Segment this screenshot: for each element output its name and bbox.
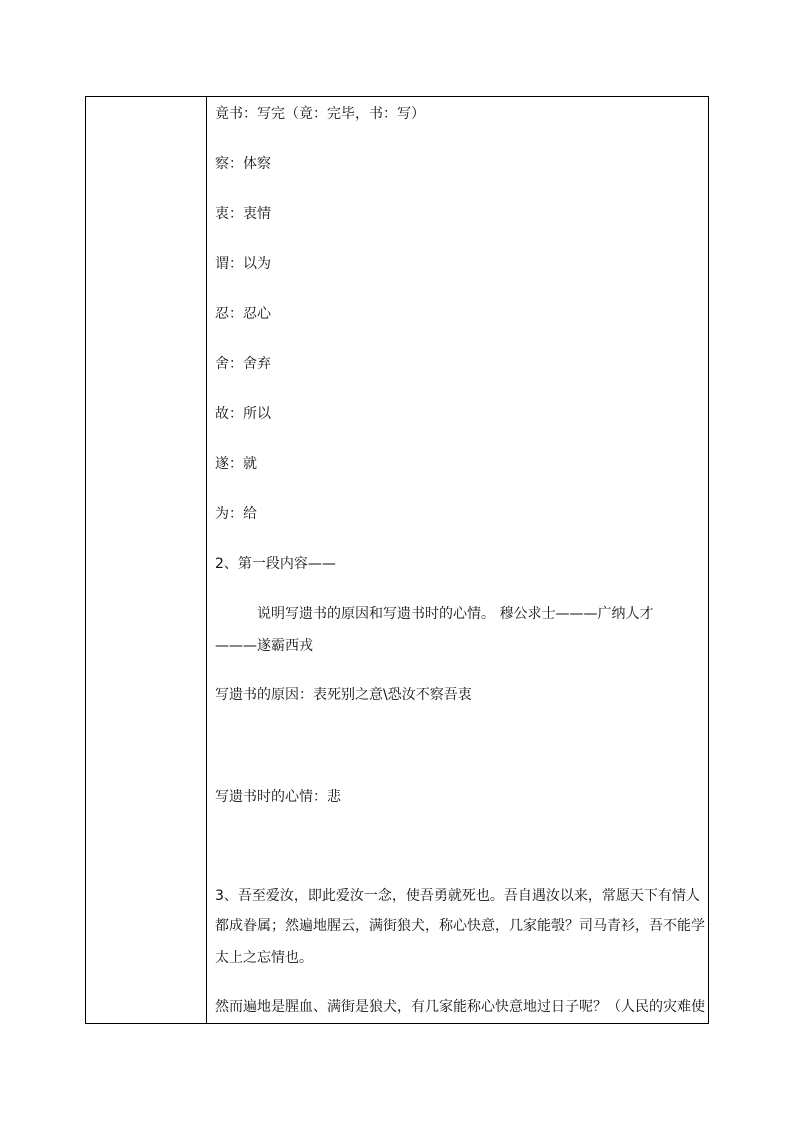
section2-reason: 写遗书的原因：表死别之意\恐汝不察吾衷 [215,687,472,703]
right-column-cell [207,97,708,1023]
section2-mood: 写遗书时的心情：悲 [215,789,341,805]
section2-summary-line2: ———遂霸西戎 [215,638,313,654]
definition-line: 谓：以为 [215,256,271,272]
section3-line3: 太上之忘情也。 [215,950,313,966]
definition-line: 遂：就 [215,456,257,472]
content-table [85,96,709,1024]
definition-line: 舍：舍弃 [215,356,271,372]
definition-line: 为：给 [215,506,257,522]
section3-line1: 3、吾至爱汝，即此爱汝一念，使吾勇就死也。吾自遇汝以来，常愿天下有情人 [215,888,700,904]
definition-line: 察：体察 [215,156,271,172]
definition-line: 忍：忍心 [215,306,271,322]
definition-line: 故：所以 [215,406,271,422]
section2-summary-line1: 说明写遗书的原因和写遗书时的心情。 穆公求士———广纳人才 [257,606,654,622]
section3-line4: 然而遍地是腥血、满街是狼犬，有几家能称心快意地过日子呢？（人民的灾难使 [215,999,705,1015]
left-column-cell [86,97,207,1023]
section3-line2: 都成眷属；然遍地腥云，满街狼犬，称心快意，几家能彀？司马青衫，吾不能学 [215,918,705,934]
section2-heading: 2、第一段内容—— [215,556,336,572]
definition-line: 衷：衷情 [215,206,271,222]
definition-line: 竟书：写完（竟：完毕，书：写） [215,106,425,122]
